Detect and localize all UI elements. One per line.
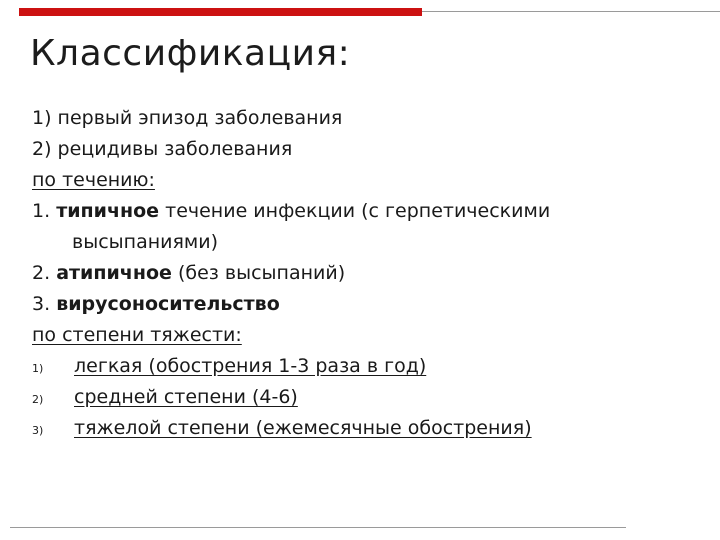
item-term: вирусоносительство: [56, 293, 280, 315]
item-text: тяжелой степени (ежемесячные обострения): [74, 417, 532, 439]
slide-body: [32, 103, 682, 444]
bottom-divider: [10, 527, 626, 528]
severity-item: [32, 413, 682, 444]
slide-title: Классификация:: [30, 33, 351, 74]
section-heading-text: по степени тяжести:: [32, 324, 242, 346]
item-term: атипичное: [56, 262, 172, 284]
list-item: 1) первый эпизод заболевания: [32, 107, 343, 129]
list-item: [32, 196, 682, 227]
item-number: 2.: [32, 262, 51, 284]
item-text: средней степени (4-6): [74, 386, 298, 408]
item-term: типичное: [56, 200, 160, 222]
item-number: 2): [32, 393, 44, 406]
item-text: (без высыпаний): [177, 262, 346, 284]
top-divider: [422, 11, 720, 12]
list-item: 2) рецидивы заболевания: [32, 138, 293, 160]
list-item: [32, 289, 682, 320]
severity-item: [32, 351, 682, 382]
severity-item: [32, 382, 682, 413]
accent-bar: [19, 8, 422, 16]
item-number: 3): [32, 424, 44, 437]
item-number: 1.: [32, 200, 51, 222]
item-number: 1): [32, 362, 44, 375]
list-item: [32, 258, 682, 289]
section-heading: [32, 165, 682, 196]
item-number: 3.: [32, 293, 51, 315]
item-text: легкая (обострения 1-3 раза в год): [74, 355, 427, 377]
section-heading: [32, 320, 682, 351]
section-heading-text: по течению:: [32, 169, 155, 191]
item-text: течение инфекции (с герпетическими: [165, 200, 551, 222]
list-item-continuation: высыпаниями): [72, 231, 219, 253]
